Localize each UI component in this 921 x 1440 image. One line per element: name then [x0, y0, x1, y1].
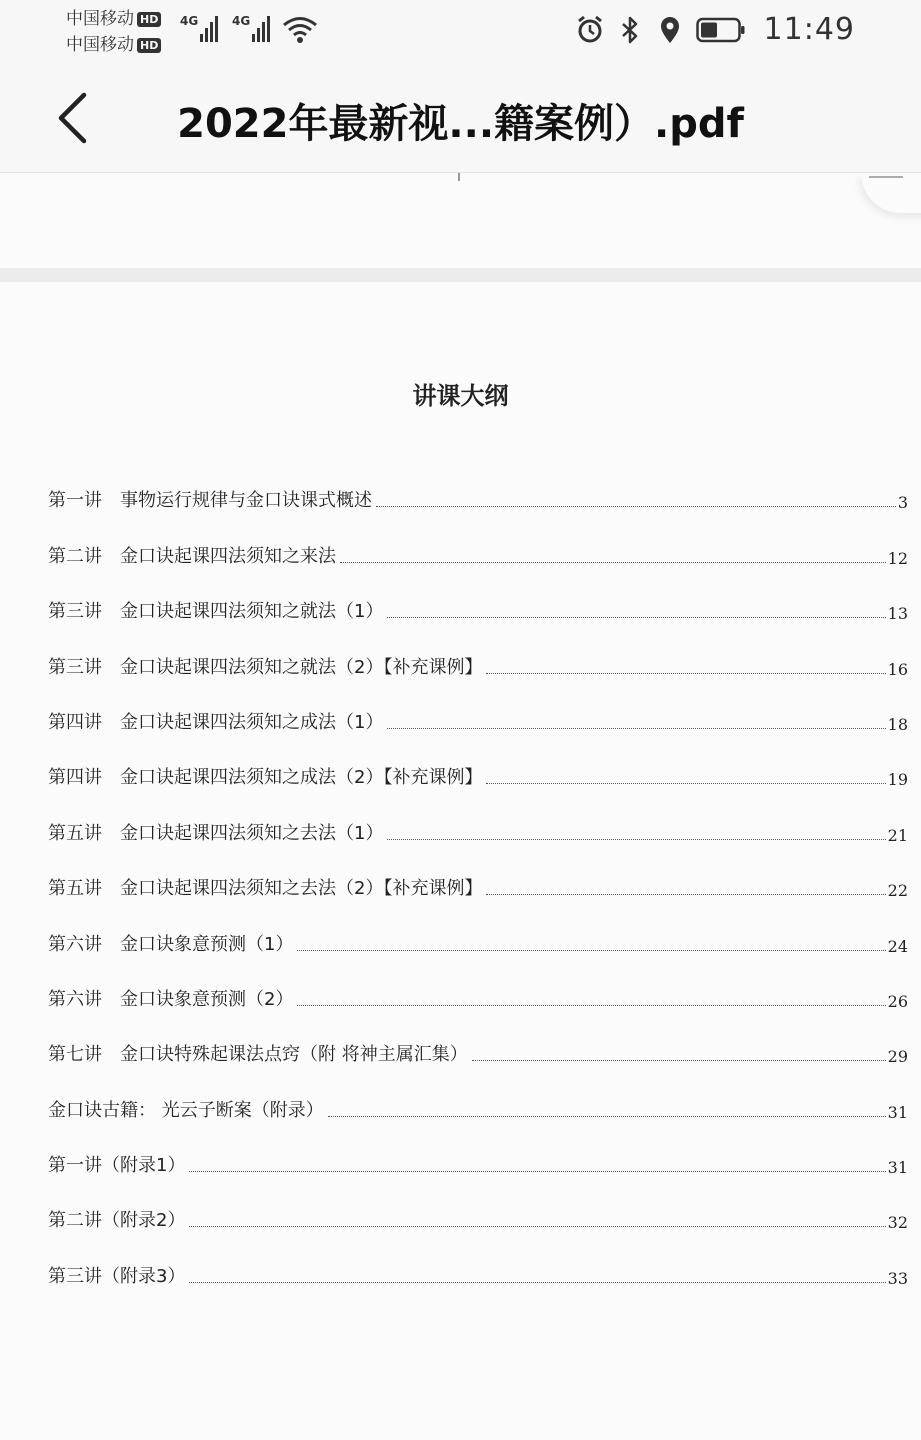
back-button[interactable]	[44, 90, 100, 146]
toc-entry-page: 12	[887, 548, 908, 568]
chevron-left-icon	[56, 92, 88, 144]
toc-entry-label: 第六讲 金口诀象意预测（2）	[48, 988, 294, 1010]
document-title: 2022年最新视...籍案例）.pdf	[177, 101, 744, 147]
toc-list	[48, 457, 908, 1288]
toc-entry-page: 29	[887, 1047, 908, 1067]
signal-strength-2	[232, 14, 270, 42]
location-icon	[656, 15, 684, 45]
scroll-handle-grip	[869, 176, 903, 178]
toc-dot-leader	[328, 1115, 886, 1117]
toc-entry-label: 第四讲 金口诀起课四法须知之成法（1）	[48, 711, 384, 733]
toc-entry-label: 第三讲 金口诀起课四法须知之就法（2）【补充课例】	[48, 656, 483, 678]
toc-entry-page: 13	[887, 604, 908, 624]
carrier-row-1	[66, 6, 161, 32]
toc-entry[interactable]	[48, 512, 908, 567]
toc-entry[interactable]	[48, 789, 908, 844]
toc-dot-leader	[340, 561, 886, 563]
toc-entry-label: 金口诀古籍： 光云子断案（附录）	[48, 1099, 324, 1121]
toc-entry-label: 第一讲（附录1）	[48, 1155, 186, 1177]
toc-entry-label: 第一讲 事物运行规律与金口诀课式概述	[48, 490, 372, 512]
signal-bars-icon	[252, 14, 270, 42]
toc-entry-page: 32	[887, 1213, 908, 1233]
battery-icon	[696, 17, 746, 43]
status-bar	[0, 0, 921, 62]
scroll-handle[interactable]	[861, 173, 921, 213]
toc-entry-label: 第二讲（附录2）	[48, 1210, 186, 1232]
toc-dot-leader	[376, 505, 896, 507]
hd-badge: HD	[137, 38, 161, 53]
toc-entry-page: 26	[887, 991, 908, 1011]
alarm-icon	[576, 15, 604, 45]
toc-entry-page: 3	[897, 493, 908, 513]
toc-entry[interactable]	[48, 1232, 908, 1287]
toc-entry[interactable]	[48, 900, 908, 955]
toc-entry[interactable]	[48, 845, 908, 900]
toc-entry[interactable]	[48, 1066, 908, 1121]
toc-entry-page: 33	[887, 1268, 908, 1288]
toc-dot-leader	[387, 727, 885, 729]
network-type-label: 4G	[232, 14, 251, 28]
toc-entry-label: 第二讲 金口诀起课四法须知之来法	[48, 545, 336, 567]
title-bar	[0, 62, 921, 173]
toc-dot-leader	[189, 1170, 885, 1172]
toc-entry[interactable]	[48, 457, 908, 512]
toc-entry[interactable]	[48, 1122, 908, 1177]
toc-entry[interactable]	[48, 734, 908, 789]
toc-dot-leader	[297, 1004, 885, 1006]
pdf-page[interactable]	[0, 282, 921, 1440]
toc-entry-page: 16	[887, 659, 908, 679]
toc-dot-leader	[486, 782, 885, 784]
toc-entry-page: 31	[887, 1158, 908, 1178]
toc-dot-leader	[387, 616, 885, 618]
carrier-row-2	[66, 32, 161, 58]
hd-badge: HD	[137, 12, 161, 27]
toc-entry[interactable]	[48, 679, 908, 734]
toc-entry-label: 第五讲 金口诀起课四法须知之去法（1）	[48, 822, 384, 844]
toc-entry[interactable]	[48, 1011, 908, 1066]
toc-dot-leader	[486, 893, 885, 895]
toc-entry-page: 24	[887, 936, 908, 956]
toc-entry[interactable]	[48, 956, 908, 1011]
toc-entry-label: 第五讲 金口诀起课四法须知之去法（2）【补充课例】	[48, 878, 483, 900]
previous-page	[0, 173, 921, 268]
wifi-icon	[282, 15, 318, 45]
toc-entry-label: 第七讲 金口诀特殊起课法点窍（附 将神主属汇集）	[48, 1044, 468, 1066]
carrier-name: 中国移动	[66, 35, 134, 55]
status-icons	[576, 12, 855, 47]
toc-entry-label: 第六讲 金口诀象意预测（1）	[48, 933, 294, 955]
toc-entry-label: 第三讲 金口诀起课四法须知之就法（1）	[48, 601, 384, 623]
toc-entry-page: 22	[887, 881, 908, 901]
toc-entry-page: 21	[887, 825, 908, 845]
page-separator	[0, 268, 921, 282]
toc-dot-leader	[472, 1059, 886, 1061]
toc-entry-label: 第三讲（附录3）	[48, 1265, 186, 1287]
toc-entry-label: 第四讲 金口诀起课四法须知之成法（2）【补充课例】	[48, 767, 483, 789]
toc-entry-page: 19	[887, 770, 908, 790]
clock-time: 11:49	[763, 12, 855, 47]
toc-entry[interactable]	[48, 1177, 908, 1232]
toc-dot-leader	[297, 949, 885, 951]
signal-bars-icon	[200, 14, 218, 42]
toc-dot-leader	[486, 672, 885, 674]
toc-entry[interactable]	[48, 623, 908, 678]
toc-dot-leader	[189, 1225, 885, 1227]
toc-dot-leader	[387, 838, 885, 840]
signal-strength-1	[180, 14, 218, 42]
toc-entry-page: 18	[887, 714, 908, 734]
toc-dot-leader	[189, 1281, 885, 1283]
toc-title: 讲课大纲	[412, 382, 509, 410]
toc-entry[interactable]	[48, 568, 908, 623]
page-mark	[458, 173, 460, 181]
carrier-info	[66, 6, 161, 58]
toc-entry-page: 31	[887, 1102, 908, 1122]
carrier-name: 中国移动	[66, 9, 134, 29]
network-type-label: 4G	[180, 14, 199, 28]
bluetooth-icon	[616, 15, 644, 45]
